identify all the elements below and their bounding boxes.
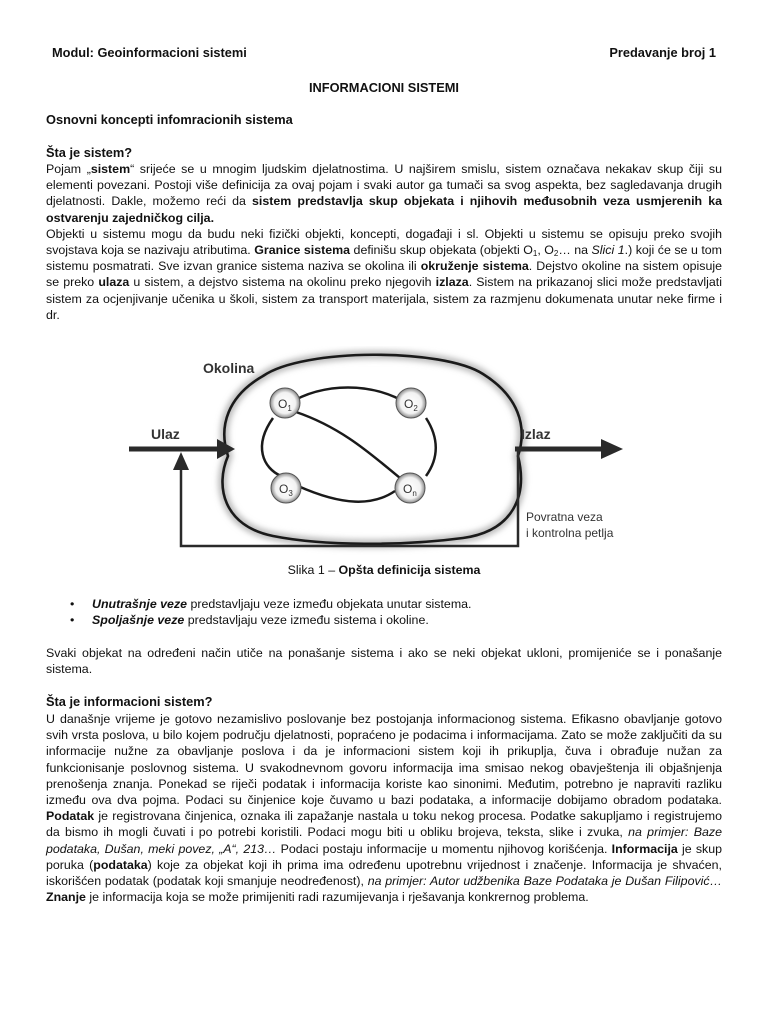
paragraph-information-system: U današnje vrijeme je gotovo nezamislivo poslovanje bez postojanja informacionog sistema. Efikasno obavljanje gotovo svih vrsta poslova, u bilo kojem području djelatnosti, popraćeno je podacima i informacijama. Zato se može zaključiti da su informacije nužne za obavljanje poslova i da je informacioni sistem koji ih prikuplja, čuva i obrađuje nužan za funkcionisanje poslovnog sistema. U svakodnevnom govoru informacija ima smisao nekog obavještenja ili objašnjenja prenošenja znanja. Ponekad se riječi podatak i informacija koriste kao sinonimi. Međutim, potrebno je napraviti razliku između ova dva pojma. Podaci su činjenice koje čuvamo u bazi podataka, a informacije dobijamo obradom podataka. Podatak je registrovana činjenica, oznaka ili zapažanje nastala u toku nekog procesa. Podatke sakupljamo i registrujemo da bismo ih mogli čuvati i po potrebi koristili. Podaci mogu biti u obliku brojeva, teksta, slike i zvuka, na primjer: Baze podataka, Dušan, meki povez, „A“, 213… Podaci postaju informacije u momentu njihovog korišćenja. Informacija je skup poruka (podataka) koje za objekat koji ih prima ima određenu upotrebnu vrijednost i značenje. Informacija je shvaćen, iskorišćen podatak (podatak koji smanjuje neodređenost), na primjer: Autor udžbenika Baze Podataka je Dušan Filipović… Znanje je informacija koja se može primijeniti radi razumijevanja i rješavanja konkrernog problema. <box>46 712 722 905</box>
question-what-is-system: Šta je sistem? <box>46 145 133 160</box>
label-environment: Okolina <box>203 360 255 376</box>
label-feedback-1: Povratna veza <box>526 510 603 524</box>
question-what-is-information-system: Šta je informacioni sistem? <box>46 694 213 709</box>
label-input: Ulaz <box>151 426 180 442</box>
paragraph-system-definition: Pojam „sistem“ srijeće se u mnogim ljudskim djelatnostima. U najširem smislu, sistem označava nekakav skup čiji su elementi povezani. Postoji više definicija za ovaj pojam i svaki autor ga tumači sa svog aspekta, bez sagledavanja drugih djelatnosti. Dakle, možemo reći da sistem predstavlja skup objekata i njihovih međusobnih veza usmjerenih ka ostvarenju zajedničkog cilja. <box>46 162 722 225</box>
paragraph-system-objects: Objekti u sistemu mogu da budu neki fizički objekti, koncepti, događaji i sl. Objekti u sistemu se opisuju preko svojih svojstava koja se nazivaju atributima. Granice sistema definišu skup objekata (objekti $O_1$, $O_2\dots$ na Slici 1.) koji će se u tom sistemu posmatrati. Sve izvan granice sistema naziva se okolina ili okruženje sistema. Dejstvo okoline na sistem opisuje se preko ulaza u sistem, a dejstvo sistema na okolinu preko njegovih izlaza. Sistem na prikazanoj slici može predstavljati sistem za ocjenjivanje učenika u školi, sistem za transport materijala, sistem za razmjenu dokumenata unutar neke firme i dr. <box>46 226 722 322</box>
node-label-o1: $O_1$ <box>278 397 292 413</box>
figure-caption: Slika 1 – Opšta definicija sistema <box>287 563 481 577</box>
list-item-external: • Spoljašnje veze predstavljaju veze između sistema i okoline. <box>70 613 429 628</box>
system-paragraphs <box>46 161 722 323</box>
node-label-o2: $O_2$ <box>404 397 418 413</box>
label-feedback-2: i kontrolna petlja <box>526 526 614 540</box>
paragraph-object-influence: Svaki objekat na određeni način utiče na ponašanje sistema i ako se neki objekat ukloni, promijeniće se i ponašanje sistema. <box>46 646 722 677</box>
document-title: INFORMACIONI SISTEMI <box>308 80 459 95</box>
section-heading-concepts: Osnovni koncepti infomracionih sistema <box>46 112 293 127</box>
system-diagram <box>123 346 633 556</box>
connections-list <box>70 596 471 628</box>
node-label-on: $O_n$ <box>403 482 417 498</box>
label-output: Izlaz <box>521 426 551 442</box>
list-item-internal: • Unutrašnje veze predstavljaju veze između objekata unutar sistema. <box>70 597 472 611</box>
header-lecture: Predavanje broj 1 <box>609 45 716 60</box>
node-label-o3: $O_3$ <box>279 482 293 498</box>
header-module: Modul: Geoinformacioni sistemi <box>52 45 247 60</box>
